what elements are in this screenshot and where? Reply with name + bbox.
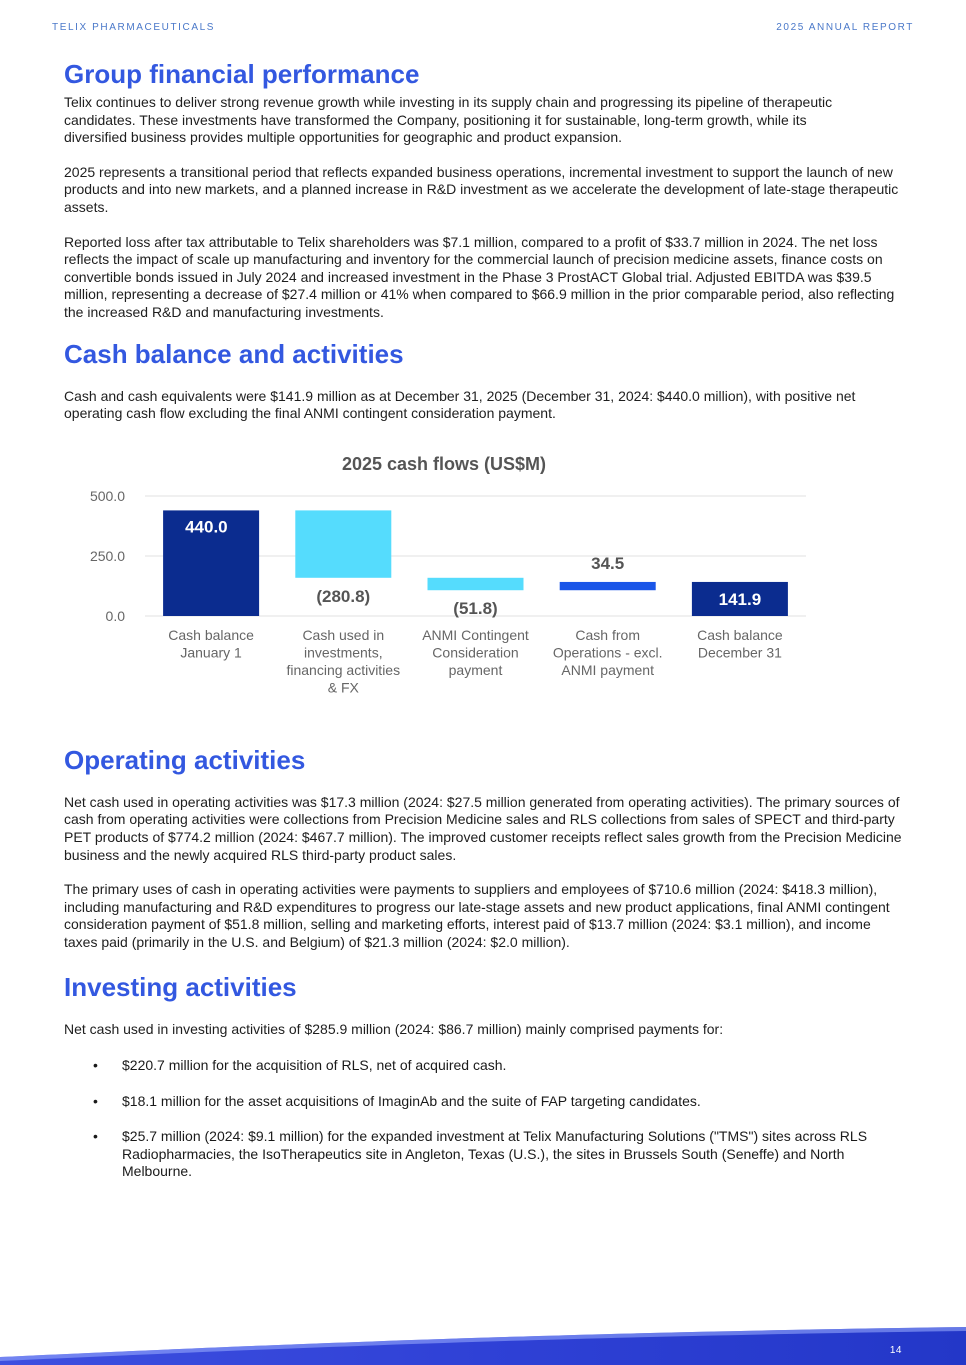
- data-label: 440.0: [185, 517, 228, 537]
- chart-title: 2025 cash flows (US$M): [341, 453, 547, 474]
- operating-activities-heading: Operating activities: [64, 744, 306, 775]
- cash-paragraph-1: Cash and cash equivalents were $141.9 million as at December 31, 2025 (December 31, 2024: $440.0 million), with positive net operating cash flow excluding the final ANMI contingent consideration payment.: [64, 387, 856, 422]
- list-item: [64, 1093, 906, 1111]
- y-tick-label: 500.0: [89, 487, 125, 504]
- x-category-label: & FX: [327, 679, 359, 696]
- chart-bar: [428, 578, 524, 590]
- x-category-label: January 1: [180, 644, 242, 661]
- data-label: 141.9: [718, 589, 762, 609]
- company-name-header: TELIX PHARMACEUTICALS: [52, 22, 216, 33]
- group-paragraph-3: Reported loss after tax attributable to Telix shareholders was $7.1 million, compared to a profit of $33.7 million in 2024. The net loss reflects the impact of scale up manufacturing and inventory for the commercial launch of precision medicine assets, finance costs on convertible bonds issued in July 2024 and increased investment in the Phase 3 ProstACT Global trial. Adjusted EBITDA was $39.5 million, representing a decrease of $27.4 million or 41% when compared to $66.9 million in the prior comparable period, also reflecting the increased R&D and manufacturing investments.: [64, 233, 895, 320]
- report-title-header: 2025 ANNUAL REPORT: [776, 22, 914, 33]
- bullet-text: $220.7 million for the acquisition of RLS, net of acquired cash.: [122, 1057, 507, 1074]
- investing-paragraph-1: Net cash used in investing activities of $285.9 million (2024: $86.7 million) mainly comprised payments for:: [64, 1021, 724, 1038]
- data-label: 34.5: [591, 553, 625, 573]
- cash-balance-heading: Cash balance and activities: [64, 338, 404, 369]
- chart-bar: [560, 582, 656, 590]
- list-item: [64, 1057, 906, 1075]
- group-performance-heading: Group financial performance: [64, 59, 420, 89]
- x-category-label: Consideration: [432, 644, 519, 661]
- x-category-label: Cash from: [575, 626, 640, 643]
- investing-bullet-list: [64, 1057, 906, 1181]
- cash-flow-chart-svg: [76, 453, 836, 723]
- x-category-label: Cash balance: [168, 626, 254, 643]
- y-tick-label: 0.0: [105, 607, 125, 624]
- operating-paragraph-2: The primary uses of cash in operating activities were payments to suppliers and employees of $710.6 million (2024: $418.3 million), including manufacturing and R&D expenditures to progress our late-stage assets and new product applications, final ANMI contingent consideration payment of $51.8 million, selling and marketing efforts, interest paid of $13.7 million (2024: $3.1 million), and income taxes paid (primarily in the U.S. and Belgium) of $21.3 million (2024: $2.0 million).: [64, 881, 890, 950]
- x-category-label: Operations - excl.: [552, 644, 663, 661]
- group-paragraph-2: 2025 represents a transitional period that reflects expanded business operations, incremental investment to support the launch of new products and into new markets, and a planned increase in R&D investment as we accelerate the development of late-stage therapeutic assets.: [64, 163, 899, 215]
- chart-bar: [295, 510, 391, 577]
- investing-activities-heading: Investing activities: [64, 972, 297, 1003]
- x-category-label: payment: [448, 661, 503, 678]
- x-category-label: Cash used in: [302, 626, 385, 643]
- bullet-dot-icon: •: [93, 1128, 98, 1145]
- footer-wave-band: [0, 1325, 966, 1365]
- bullet-text: $25.7 million (2024: $9.1 million) for the expanded investment at Telix Manufacturing Solutions ("TMS") sites across RLS Radiopharmacies, the IsoTherapeutics site in Angleton, Texas (U.S.), the sites in Brussels South (Seneffe) and North Melbourne.: [122, 1128, 868, 1180]
- y-tick-label: 250.0: [89, 547, 125, 564]
- cash-flow-chart: [76, 453, 906, 728]
- bullet-text: $18.1 million for the asset acquisitions of ImaginAb and the suite of FAP targeting candidates.: [122, 1092, 701, 1109]
- x-category-label: investments,: [304, 644, 383, 661]
- x-category-label: ANMI Contingent: [422, 626, 529, 643]
- bullet-dot-icon: •: [93, 1057, 98, 1074]
- x-category-label: Cash balance: [697, 626, 783, 643]
- bullet-dot-icon: •: [93, 1092, 98, 1109]
- data-label: (51.8): [453, 598, 498, 618]
- x-category-label: ANMI payment: [561, 661, 654, 678]
- operating-paragraph-1: Net cash used in operating activities was $17.3 million (2024: $27.5 million generated from operating activities). The primary sources of cash from operating activities were collections from Precision Medicine sales and RLS collections from sales of SPECT and third-party PET products of $774.2 million (2024: $467.7 million). The improved customer receipts reflect sales growth from the Precision Medicine business and the newly acquired RLS third-party product sales.: [64, 793, 902, 863]
- x-category-label: December 31: [697, 644, 782, 661]
- x-category-label: financing activities: [286, 661, 401, 678]
- list-item: [64, 1128, 906, 1181]
- page-number: 14: [889, 1345, 902, 1356]
- group-paragraph-1: Telix continues to deliver strong revenue growth while investing in its supply chain and progressing its pipeline of therapeutic candidates. These investments have transformed the Company, positioning it for sustainable, long-term growth, while its diversified business provides multiple opportunities for geographic and product expansion.: [64, 94, 833, 146]
- page-content: [64, 58, 906, 1199]
- data-label: (280.8): [316, 586, 371, 606]
